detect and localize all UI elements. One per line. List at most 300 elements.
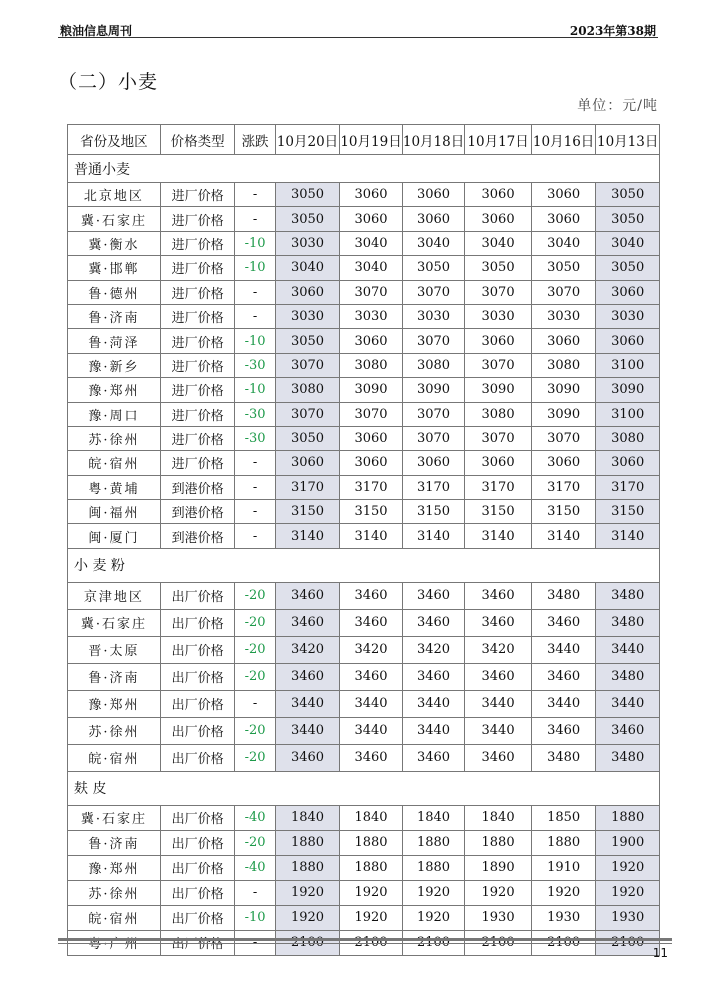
price-cell: 3060 [340, 451, 403, 475]
change-cell: - [235, 451, 275, 475]
table-row [68, 690, 660, 717]
region-cell: 冀·石家庄 [68, 609, 161, 636]
price-cell: 2100 [340, 930, 403, 955]
price-cell: 3040 [340, 231, 403, 255]
price-cell: 3440 [340, 690, 403, 717]
price-cell: 3150 [402, 500, 465, 524]
price-cell: 3080 [402, 353, 465, 377]
price-cell: 3070 [465, 426, 532, 450]
price-cell: 3460 [340, 609, 403, 636]
price-cell: 3420 [340, 636, 403, 663]
price-type-cell: 出厂价格 [160, 636, 235, 663]
price-cell: 1930 [531, 905, 596, 930]
price-cell: 3080 [340, 353, 403, 377]
price-cell: 1840 [402, 805, 465, 830]
price-cell: 3460 [275, 744, 340, 771]
region-cell: 粤·广州 [68, 930, 161, 955]
price-cell: 3040 [465, 231, 532, 255]
price-cell: 3460 [402, 582, 465, 609]
region-cell: 豫·郑州 [68, 690, 161, 717]
table-row [68, 609, 660, 636]
change-cell: -40 [235, 855, 275, 880]
price-cell: 3090 [596, 378, 660, 402]
price-cell: 3070 [340, 402, 403, 426]
price-type-cell: 到港价格 [160, 500, 235, 524]
price-cell: 3460 [465, 744, 532, 771]
table-header-row [68, 125, 660, 155]
price-cell: 1920 [402, 880, 465, 905]
price-type-cell: 出厂价格 [160, 717, 235, 744]
price-cell: 3440 [402, 717, 465, 744]
price-cell: 3060 [402, 183, 465, 207]
price-cell: 3440 [465, 717, 532, 744]
change-cell: -20 [235, 717, 275, 744]
price-cell: 3150 [531, 500, 596, 524]
price-cell: 3460 [531, 717, 596, 744]
price-cell: 3030 [340, 304, 403, 328]
price-cell: 1920 [340, 905, 403, 930]
price-cell: 3060 [402, 207, 465, 231]
price-cell: 1920 [340, 880, 403, 905]
price-cell: 3060 [531, 183, 596, 207]
change-cell: -40 [235, 805, 275, 830]
price-cell: 3060 [596, 280, 660, 304]
price-cell: 3140 [531, 524, 596, 548]
price-cell: 3440 [275, 717, 340, 744]
change-cell: - [235, 207, 275, 231]
price-cell: 3460 [531, 609, 596, 636]
region-cell: 闽·厦门 [68, 524, 161, 548]
price-cell: 3080 [596, 426, 660, 450]
table-row [68, 880, 660, 905]
price-cell: 3060 [465, 207, 532, 231]
issue-number: 2023年第38期 [569, 24, 656, 38]
price-cell: 3030 [465, 304, 532, 328]
change-cell: -10 [235, 256, 275, 280]
region-cell: 京津地区 [68, 582, 161, 609]
column-header: 10月20日 [275, 125, 340, 155]
price-type-cell: 进厂价格 [160, 304, 235, 328]
price-cell: 3050 [596, 256, 660, 280]
journal-title: 粮油信息周刊 [60, 24, 133, 38]
column-header: 价格类型 [160, 125, 235, 155]
price-cell: 2100 [465, 930, 532, 955]
price-type-cell: 出厂价格 [160, 609, 235, 636]
price-cell: 3050 [465, 256, 532, 280]
price-cell: 3440 [531, 636, 596, 663]
column-header: 10月13日 [596, 125, 660, 155]
price-cell: 3460 [531, 663, 596, 690]
price-cell: 3030 [402, 304, 465, 328]
price-cell: 1880 [465, 830, 532, 855]
price-cell: 3040 [275, 256, 340, 280]
price-cell: 3070 [465, 353, 532, 377]
price-type-cell: 进厂价格 [160, 353, 235, 377]
price-type-cell: 出厂价格 [160, 930, 235, 955]
column-header: 10月18日 [402, 125, 465, 155]
change-cell: -20 [235, 663, 275, 690]
price-cell: 3050 [275, 207, 340, 231]
region-cell: 粤·黄埔 [68, 475, 161, 499]
price-cell: 3460 [465, 582, 532, 609]
price-cell: 3070 [275, 402, 340, 426]
price-cell: 2100 [531, 930, 596, 955]
wheat-price-table [67, 124, 660, 956]
price-cell: 3140 [275, 524, 340, 548]
footer-rule [58, 938, 672, 941]
price-cell: 3030 [275, 231, 340, 255]
price-type-cell: 进厂价格 [160, 451, 235, 475]
price-cell: 3050 [275, 329, 340, 353]
table-row [68, 183, 660, 207]
price-cell: 3050 [531, 256, 596, 280]
price-cell: 1890 [465, 855, 532, 880]
price-cell: 3440 [531, 690, 596, 717]
price-cell: 1880 [531, 830, 596, 855]
region-cell: 晋·太原 [68, 636, 161, 663]
price-cell: 3070 [275, 353, 340, 377]
price-cell: 3040 [402, 231, 465, 255]
table-row [68, 500, 660, 524]
price-type-cell: 到港价格 [160, 524, 235, 548]
price-cell: 1840 [340, 805, 403, 830]
change-cell: - [235, 690, 275, 717]
price-cell: 1930 [465, 905, 532, 930]
price-cell: 3170 [340, 475, 403, 499]
price-cell: 3480 [596, 609, 660, 636]
price-cell: 3150 [465, 500, 532, 524]
change-cell: -10 [235, 905, 275, 930]
price-cell: 3070 [531, 280, 596, 304]
price-cell: 3060 [340, 207, 403, 231]
table-row [68, 524, 660, 548]
price-cell: 3080 [465, 402, 532, 426]
region-cell: 鲁·菏泽 [68, 329, 161, 353]
table-row [68, 744, 660, 771]
price-type-cell: 出厂价格 [160, 582, 235, 609]
table-row [68, 636, 660, 663]
footer-rule-thin [58, 943, 672, 944]
price-cell: 3060 [340, 426, 403, 450]
price-type-cell: 进厂价格 [160, 256, 235, 280]
price-cell: 3460 [402, 744, 465, 771]
price-cell: 1920 [275, 905, 340, 930]
price-cell: 3150 [275, 500, 340, 524]
price-cell: 3460 [340, 582, 403, 609]
region-cell: 苏·徐州 [68, 880, 161, 905]
price-cell: 3460 [402, 609, 465, 636]
region-cell: 冀·邯郸 [68, 256, 161, 280]
price-cell: 3460 [465, 663, 532, 690]
price-cell: 3440 [596, 690, 660, 717]
region-cell: 鲁·济南 [68, 304, 161, 328]
price-cell: 2100 [402, 930, 465, 955]
price-cell: 3170 [275, 475, 340, 499]
change-cell: -20 [235, 744, 275, 771]
column-header: 10月16日 [531, 125, 596, 155]
price-cell: 1920 [596, 880, 660, 905]
change-cell: -20 [235, 609, 275, 636]
column-header: 10月19日 [340, 125, 403, 155]
table-row [68, 207, 660, 231]
table-row [68, 304, 660, 328]
price-cell: 1930 [596, 905, 660, 930]
price-cell: 3030 [531, 304, 596, 328]
region-cell: 皖·宿州 [68, 905, 161, 930]
region-cell: 鲁·德州 [68, 280, 161, 304]
price-type-cell: 出厂价格 [160, 663, 235, 690]
price-cell: 3460 [340, 744, 403, 771]
price-cell: 3050 [275, 426, 340, 450]
region-cell: 北京地区 [68, 183, 161, 207]
price-cell: 3040 [531, 231, 596, 255]
price-cell: 3060 [531, 329, 596, 353]
price-cell: 3090 [531, 378, 596, 402]
price-cell: 3090 [340, 378, 403, 402]
table-row [68, 855, 660, 880]
price-cell: 1850 [531, 805, 596, 830]
price-cell: 3060 [275, 280, 340, 304]
table-row [68, 378, 660, 402]
price-cell: 1840 [275, 805, 340, 830]
price-cell: 1880 [275, 830, 340, 855]
price-cell: 3480 [596, 744, 660, 771]
price-cell: 3050 [275, 183, 340, 207]
table-row [68, 451, 660, 475]
header-rule [58, 37, 658, 38]
region-cell: 豫·新乡 [68, 353, 161, 377]
price-type-cell: 进厂价格 [160, 183, 235, 207]
table-row [68, 663, 660, 690]
region-cell: 豫·郑州 [68, 855, 161, 880]
change-cell: - [235, 280, 275, 304]
price-cell: 3440 [596, 636, 660, 663]
table-row [68, 717, 660, 744]
price-cell: 3090 [465, 378, 532, 402]
price-cell: 1920 [402, 905, 465, 930]
price-cell: 3420 [275, 636, 340, 663]
region-cell: 豫·郑州 [68, 378, 161, 402]
price-cell: 3140 [402, 524, 465, 548]
change-cell: - [235, 930, 275, 955]
price-cell: 3420 [402, 636, 465, 663]
change-cell: -20 [235, 636, 275, 663]
change-cell: -30 [235, 402, 275, 426]
table-row [68, 329, 660, 353]
change-cell: - [235, 880, 275, 905]
price-type-cell: 进厂价格 [160, 378, 235, 402]
price-cell: 3050 [596, 207, 660, 231]
table-row [68, 805, 660, 830]
price-type-cell: 出厂价格 [160, 905, 235, 930]
price-cell: 3440 [465, 690, 532, 717]
price-cell: 1880 [402, 830, 465, 855]
price-type-cell: 进厂价格 [160, 426, 235, 450]
price-cell: 3050 [402, 256, 465, 280]
price-cell: 3030 [596, 304, 660, 328]
column-header: 省份及地区 [68, 125, 161, 155]
change-cell: -10 [235, 329, 275, 353]
price-cell: 2100 [596, 930, 660, 955]
region-cell: 苏·徐州 [68, 426, 161, 450]
price-cell: 3460 [465, 609, 532, 636]
column-header: 10月17日 [465, 125, 532, 155]
price-cell: 3460 [340, 663, 403, 690]
price-cell: 3060 [340, 183, 403, 207]
price-cell: 3100 [596, 402, 660, 426]
price-cell: 3060 [531, 207, 596, 231]
price-cell: 3070 [465, 280, 532, 304]
change-cell: -30 [235, 426, 275, 450]
table-row [68, 402, 660, 426]
price-cell: 3460 [402, 663, 465, 690]
price-cell: 3140 [465, 524, 532, 548]
price-cell: 3070 [340, 280, 403, 304]
price-cell: 3060 [275, 451, 340, 475]
price-cell: 3170 [531, 475, 596, 499]
region-cell: 冀·石家庄 [68, 207, 161, 231]
price-cell: 3100 [596, 353, 660, 377]
region-cell: 皖·宿州 [68, 451, 161, 475]
region-cell: 豫·周口 [68, 402, 161, 426]
change-cell: - [235, 475, 275, 499]
price-cell: 3060 [531, 451, 596, 475]
price-cell: 3440 [402, 690, 465, 717]
price-cell: 3070 [402, 426, 465, 450]
price-cell: 3460 [275, 609, 340, 636]
page-number: 11 [652, 946, 668, 960]
region-cell: 冀·石家庄 [68, 805, 161, 830]
price-cell: 1900 [596, 830, 660, 855]
price-cell: 3040 [596, 231, 660, 255]
price-cell: 1920 [465, 880, 532, 905]
region-cell: 鲁·济南 [68, 830, 161, 855]
price-cell: 3060 [465, 451, 532, 475]
price-cell: 3060 [340, 329, 403, 353]
price-cell: 1880 [275, 855, 340, 880]
price-cell: 3140 [596, 524, 660, 548]
price-cell: 1880 [340, 830, 403, 855]
change-cell: - [235, 500, 275, 524]
price-cell: 3480 [596, 663, 660, 690]
price-cell: 3140 [340, 524, 403, 548]
category-row [68, 771, 660, 805]
price-cell: 3420 [465, 636, 532, 663]
price-cell: 3460 [275, 663, 340, 690]
price-cell: 3440 [340, 717, 403, 744]
table-row [68, 905, 660, 930]
price-cell: 3480 [531, 582, 596, 609]
price-type-cell: 出厂价格 [160, 855, 235, 880]
price-type-cell: 出厂价格 [160, 880, 235, 905]
price-cell: 3060 [402, 451, 465, 475]
price-cell: 2100 [275, 930, 340, 955]
price-cell: 1910 [531, 855, 596, 880]
price-cell: 3440 [275, 690, 340, 717]
price-cell: 3460 [275, 582, 340, 609]
price-cell: 3150 [596, 500, 660, 524]
price-type-cell: 出厂价格 [160, 690, 235, 717]
category-row [68, 548, 660, 582]
category-label: 普通小麦 [68, 155, 660, 183]
price-type-cell: 进厂价格 [160, 329, 235, 353]
price-cell: 3080 [275, 378, 340, 402]
price-cell: 3050 [596, 183, 660, 207]
region-cell: 皖·宿州 [68, 744, 161, 771]
price-cell: 1840 [465, 805, 532, 830]
price-type-cell: 出厂价格 [160, 830, 235, 855]
region-cell: 闽·福州 [68, 500, 161, 524]
price-cell: 3080 [531, 353, 596, 377]
price-type-cell: 进厂价格 [160, 231, 235, 255]
price-cell: 3460 [596, 717, 660, 744]
table-row [68, 426, 660, 450]
table-row [68, 280, 660, 304]
change-cell: - [235, 524, 275, 548]
region-cell: 鲁·济南 [68, 663, 161, 690]
price-cell: 3030 [275, 304, 340, 328]
price-cell: 3070 [402, 280, 465, 304]
price-cell: 3040 [340, 256, 403, 280]
table-row [68, 256, 660, 280]
price-cell: 1920 [596, 855, 660, 880]
price-cell: 1920 [275, 880, 340, 905]
price-cell: 3070 [402, 329, 465, 353]
price-cell: 3480 [596, 582, 660, 609]
price-cell: 3070 [531, 426, 596, 450]
change-cell: -10 [235, 378, 275, 402]
price-type-cell: 进厂价格 [160, 280, 235, 304]
price-cell: 3170 [402, 475, 465, 499]
category-row [68, 155, 660, 183]
change-cell: -10 [235, 231, 275, 255]
unit-label: 单位：元/吨 [577, 98, 658, 114]
change-cell: - [235, 183, 275, 207]
column-header: 涨跌 [235, 125, 275, 155]
price-cell: 3060 [465, 329, 532, 353]
price-cell: 3170 [596, 475, 660, 499]
price-type-cell: 进厂价格 [160, 402, 235, 426]
category-label: 小 麦 粉 [68, 548, 660, 582]
price-type-cell: 出厂价格 [160, 744, 235, 771]
section-title: （二）小麦 [58, 71, 159, 93]
price-cell: 3170 [465, 475, 532, 499]
price-type-cell: 到港价格 [160, 475, 235, 499]
price-cell: 3060 [465, 183, 532, 207]
price-cell: 3060 [596, 329, 660, 353]
price-type-cell: 出厂价格 [160, 805, 235, 830]
table-row [68, 582, 660, 609]
price-cell: 3060 [596, 451, 660, 475]
price-cell: 3150 [340, 500, 403, 524]
price-cell: 3090 [531, 402, 596, 426]
table-row [68, 231, 660, 255]
price-cell: 3070 [402, 402, 465, 426]
price-cell: 1880 [402, 855, 465, 880]
region-cell: 苏·徐州 [68, 717, 161, 744]
price-cell: 3090 [402, 378, 465, 402]
change-cell: -20 [235, 830, 275, 855]
table-row [68, 830, 660, 855]
region-cell: 冀·衡水 [68, 231, 161, 255]
price-type-cell: 进厂价格 [160, 207, 235, 231]
change-cell: - [235, 304, 275, 328]
change-cell: -30 [235, 353, 275, 377]
price-cell: 1880 [340, 855, 403, 880]
table-row [68, 475, 660, 499]
category-label: 麸 皮 [68, 771, 660, 805]
price-cell: 1920 [531, 880, 596, 905]
